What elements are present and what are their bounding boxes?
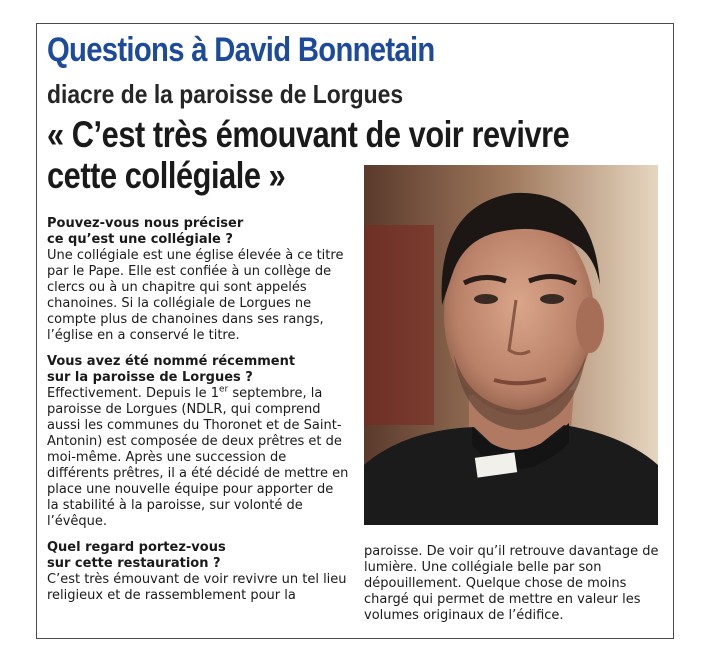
- answer-line: la stabilité à la paroisse, sur volonté de: [47, 498, 303, 513]
- quote-line: cette collégiale »: [47, 155, 286, 196]
- answer-line: moi-même. Après une succession de: [47, 450, 287, 465]
- answer-line: chargé qui permet de mettre en valeur les: [364, 592, 641, 607]
- answer-line: chanoines. Si la collégiale de Lorgues ne: [47, 296, 312, 311]
- answer-line: paroisse. De voir qu’il retrouve davantage de: [364, 544, 659, 559]
- answer-line: volumes originaux de l’édifice.: [364, 608, 564, 623]
- answer-text: Effectivement. Depuis le 1: [47, 386, 220, 401]
- answer-line: C’est très émouvant de voir revivre un tel lieu: [47, 572, 347, 587]
- article-subtitle: diacre de la paroisse de Lorgues: [47, 79, 404, 109]
- answer-line: lumière. Une collégiale belle par son: [364, 560, 602, 575]
- answer-line: place une nouvelle équipe pour apporter de: [47, 482, 334, 497]
- question-heading: sur la paroisse de Lorgues ?: [47, 370, 253, 385]
- question-heading: ce qu’est une collégiale ?: [47, 232, 233, 247]
- answer-line: Antonin) est composée de deux prêtres et de: [47, 434, 342, 449]
- answer-line: par le Pape. Elle est confiée à un collège de: [47, 264, 332, 279]
- answer-line: [47, 386, 348, 402]
- answer-line: dépouillement. Quelque chose de moins: [364, 576, 627, 591]
- question-heading: sur cette restauration ?: [47, 556, 221, 571]
- answer-line: religieux et de rassemblement pour la: [47, 588, 296, 603]
- answer-line: compte plus de chanoines dans ses rangs,: [47, 312, 324, 327]
- portrait-photo: [364, 165, 658, 525]
- answer-line: l’église en a conservé le titre.: [47, 328, 240, 343]
- answer-line: l’évêque.: [47, 514, 108, 529]
- left-column: [47, 216, 348, 604]
- answer-line: clercs ou à un chapitre qui sont appelés: [47, 280, 307, 295]
- question-heading: Pouvez-vous nous préciser: [47, 216, 244, 231]
- answer-text: septembre, la: [228, 386, 323, 401]
- ordinal-superscript: er: [219, 384, 229, 395]
- answer-line: différents prêtres, il a été décidé de mettre en: [47, 466, 349, 481]
- question-heading: Vous avez été nommé récemment: [47, 354, 296, 369]
- question-heading: Quel regard portez-vous: [47, 540, 226, 555]
- answer-line: aussi les communes du Thoronet et de Saint-: [47, 418, 342, 433]
- article-title: Questions à David Bonnetain: [47, 31, 435, 69]
- right-column: [364, 544, 659, 624]
- answer-line: Une collégiale est une église élevée à ce titre: [47, 248, 344, 263]
- answer-line: paroisse de Lorgues (NDLR, qui comprend: [47, 402, 321, 417]
- quote-line: « C’est très émouvant de voir revivre: [47, 114, 570, 155]
